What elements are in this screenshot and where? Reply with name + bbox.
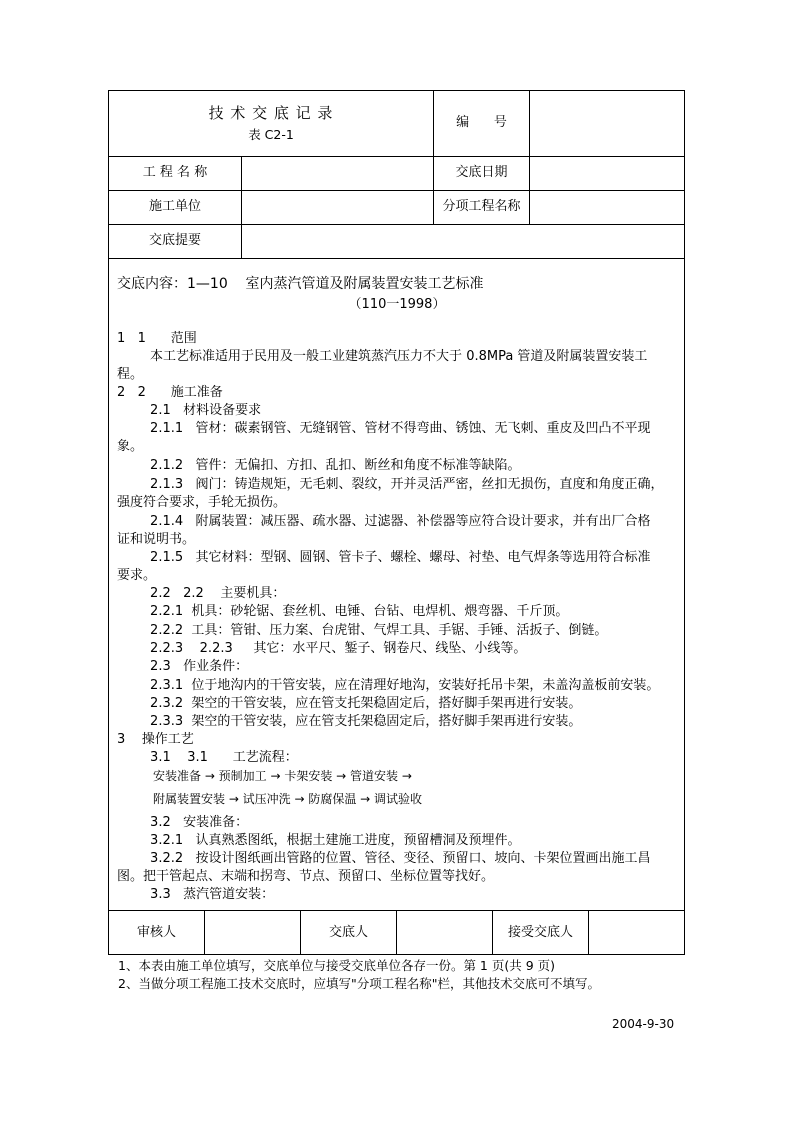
body-line: 3 操作工艺: [117, 732, 194, 747]
reviewer-signature-field[interactable]: [205, 911, 300, 954]
footer-note-1: 1、本表由施工单位填写，交底单位与接受交底单位各存一份。第 1 页(共 9 页): [118, 958, 556, 973]
summary-label: 交底提要: [148, 233, 201, 248]
body-line: 3.2.1 认真熟悉图纸，根据土建施工进度，预留槽洞及预埋件。: [117, 833, 521, 848]
discloser-label: 交底人: [328, 925, 368, 940]
process-flow-line-1: 安装准备 → 预制加工 → 卡架安装 → 管道安装 →: [153, 769, 412, 783]
body-line: 象。: [117, 439, 144, 454]
body-line: 2.3 作业条件：: [117, 659, 249, 674]
body-line: 2.1.2 管件：无偏扣、方扣、乱扣、断丝和角度不标准等缺陷。: [117, 458, 521, 473]
row-divider: [108, 224, 685, 225]
body-line: 2.1.5 其它材料：型钢、圆钢、管卡子、螺栓、螺母、衬垫、电气焊条等选用符合标准: [117, 550, 651, 565]
body-line: 2.3.2 架空的干管安装，应在管支托架稳固定后，搭好脚手架再进行安装。: [117, 696, 582, 711]
process-flow-line-2: 附属装置安装 → 试压冲洗 → 防腐保温 → 调试验收: [153, 792, 423, 806]
footer-note-2: 2、当做分项工程施工技术交底时，应填写"分项工程名称"栏，其他技术交底可不填写。: [118, 976, 600, 991]
reviewer-label: 审核人: [136, 925, 176, 940]
receiver-signature-field[interactable]: [589, 911, 684, 954]
row-divider: [108, 258, 685, 259]
subproject-label: 分项工程名称: [442, 199, 521, 214]
body-line: 3.3 蒸汽管道安装：: [117, 887, 275, 902]
body-line: 3.2 安装准备：: [117, 815, 249, 830]
col-divider: [241, 156, 242, 259]
border-left: [108, 90, 109, 955]
body-line: 证和说明书。: [117, 532, 196, 547]
body-line: 要求。: [117, 568, 157, 583]
body-line: 2.1.4 附属装置：减压器、疏水器、过滤器、补偿器等应符合设计要求，并有出厂合格: [117, 514, 651, 529]
date-label: 交底日期: [455, 165, 508, 180]
content-heading: 交底内容：1—10 室内蒸汽管道及附属装置安装工艺标准: [117, 276, 484, 292]
body-line: 2.3.1 位于地沟内的干管安装，应在清理好地沟，安装好托吊卡架，未盖沟盖板前安装。: [117, 678, 660, 693]
project-name-label: 工 程 名 称: [142, 165, 208, 180]
unit-label: 施工单位: [148, 199, 201, 214]
border-right: [684, 90, 685, 955]
discloser-signature-field[interactable]: [397, 911, 492, 954]
code-label: 编 号: [456, 115, 507, 130]
row-divider: [108, 190, 685, 191]
body-line: 1 1 范围: [117, 331, 197, 346]
body-line: 2.2.1 机具：砂轮锯、套丝机、电锤、台钻、电焊机、煨弯器、千斤顶。: [117, 604, 569, 619]
body-line: 本工艺标准适用于民用及一般工业建筑蒸汽压力不大于 0.8MPa 管道及附属装置安装工: [117, 349, 648, 364]
content-subheading: （110一1998）: [348, 297, 446, 312]
body-line: 2.2.3 2.2.3 其它：水平尺、錾子、钢卷尺、线坠、小线等。: [117, 641, 527, 656]
form-title: 技 术 交 底 记 录: [208, 104, 334, 122]
body-line: 2 2 施工准备: [117, 385, 223, 400]
body-line: 3.1 3.1 工艺流程：: [117, 750, 298, 765]
body-line: 2.3.3 架空的干管安装，应在管支托架稳固定后，搭好脚手架再进行安装。: [117, 714, 582, 729]
body-line: 强度符合要求，手轮无损伤。: [117, 495, 287, 510]
row-divider: [108, 156, 685, 157]
body-line: 程。: [117, 367, 144, 382]
body-line: 2.1.1 管材：碳素钢管、无缝钢管、管材不得弯曲、锈蚀、无飞刺、重皮及凹凸不平现: [117, 421, 651, 436]
col-divider: [529, 90, 530, 225]
receiver-label: 接受交底人: [507, 925, 573, 940]
body-line: 2.1.3 阀门：铸造规矩，无毛刺、裂纹，开并灵活严密，丝扣无损伤，直度和角度正确，: [117, 477, 664, 492]
form-number: 表 C2-1: [248, 127, 294, 142]
body-line: 2.2.2 工具：管钳、压力案、台虎钳、气焊工具、手锯、手锤、活扳子、倒链。: [117, 623, 608, 638]
body-line: 2.1 材料设备要求: [117, 403, 262, 418]
body-line: 图。把干管起点、末端和拐弯、节点、预留口、坐标位置等找好。: [117, 869, 495, 884]
body-line: 2.2 2.2 主要机具：: [117, 586, 286, 601]
border-top: [108, 90, 685, 91]
body-line: 3.2.2 按设计图纸画出管路的位置、管径、变径、预留口、坡向、卡架位置画出施工昌: [117, 851, 651, 866]
footer-date: 2004-9-30: [612, 1017, 675, 1031]
